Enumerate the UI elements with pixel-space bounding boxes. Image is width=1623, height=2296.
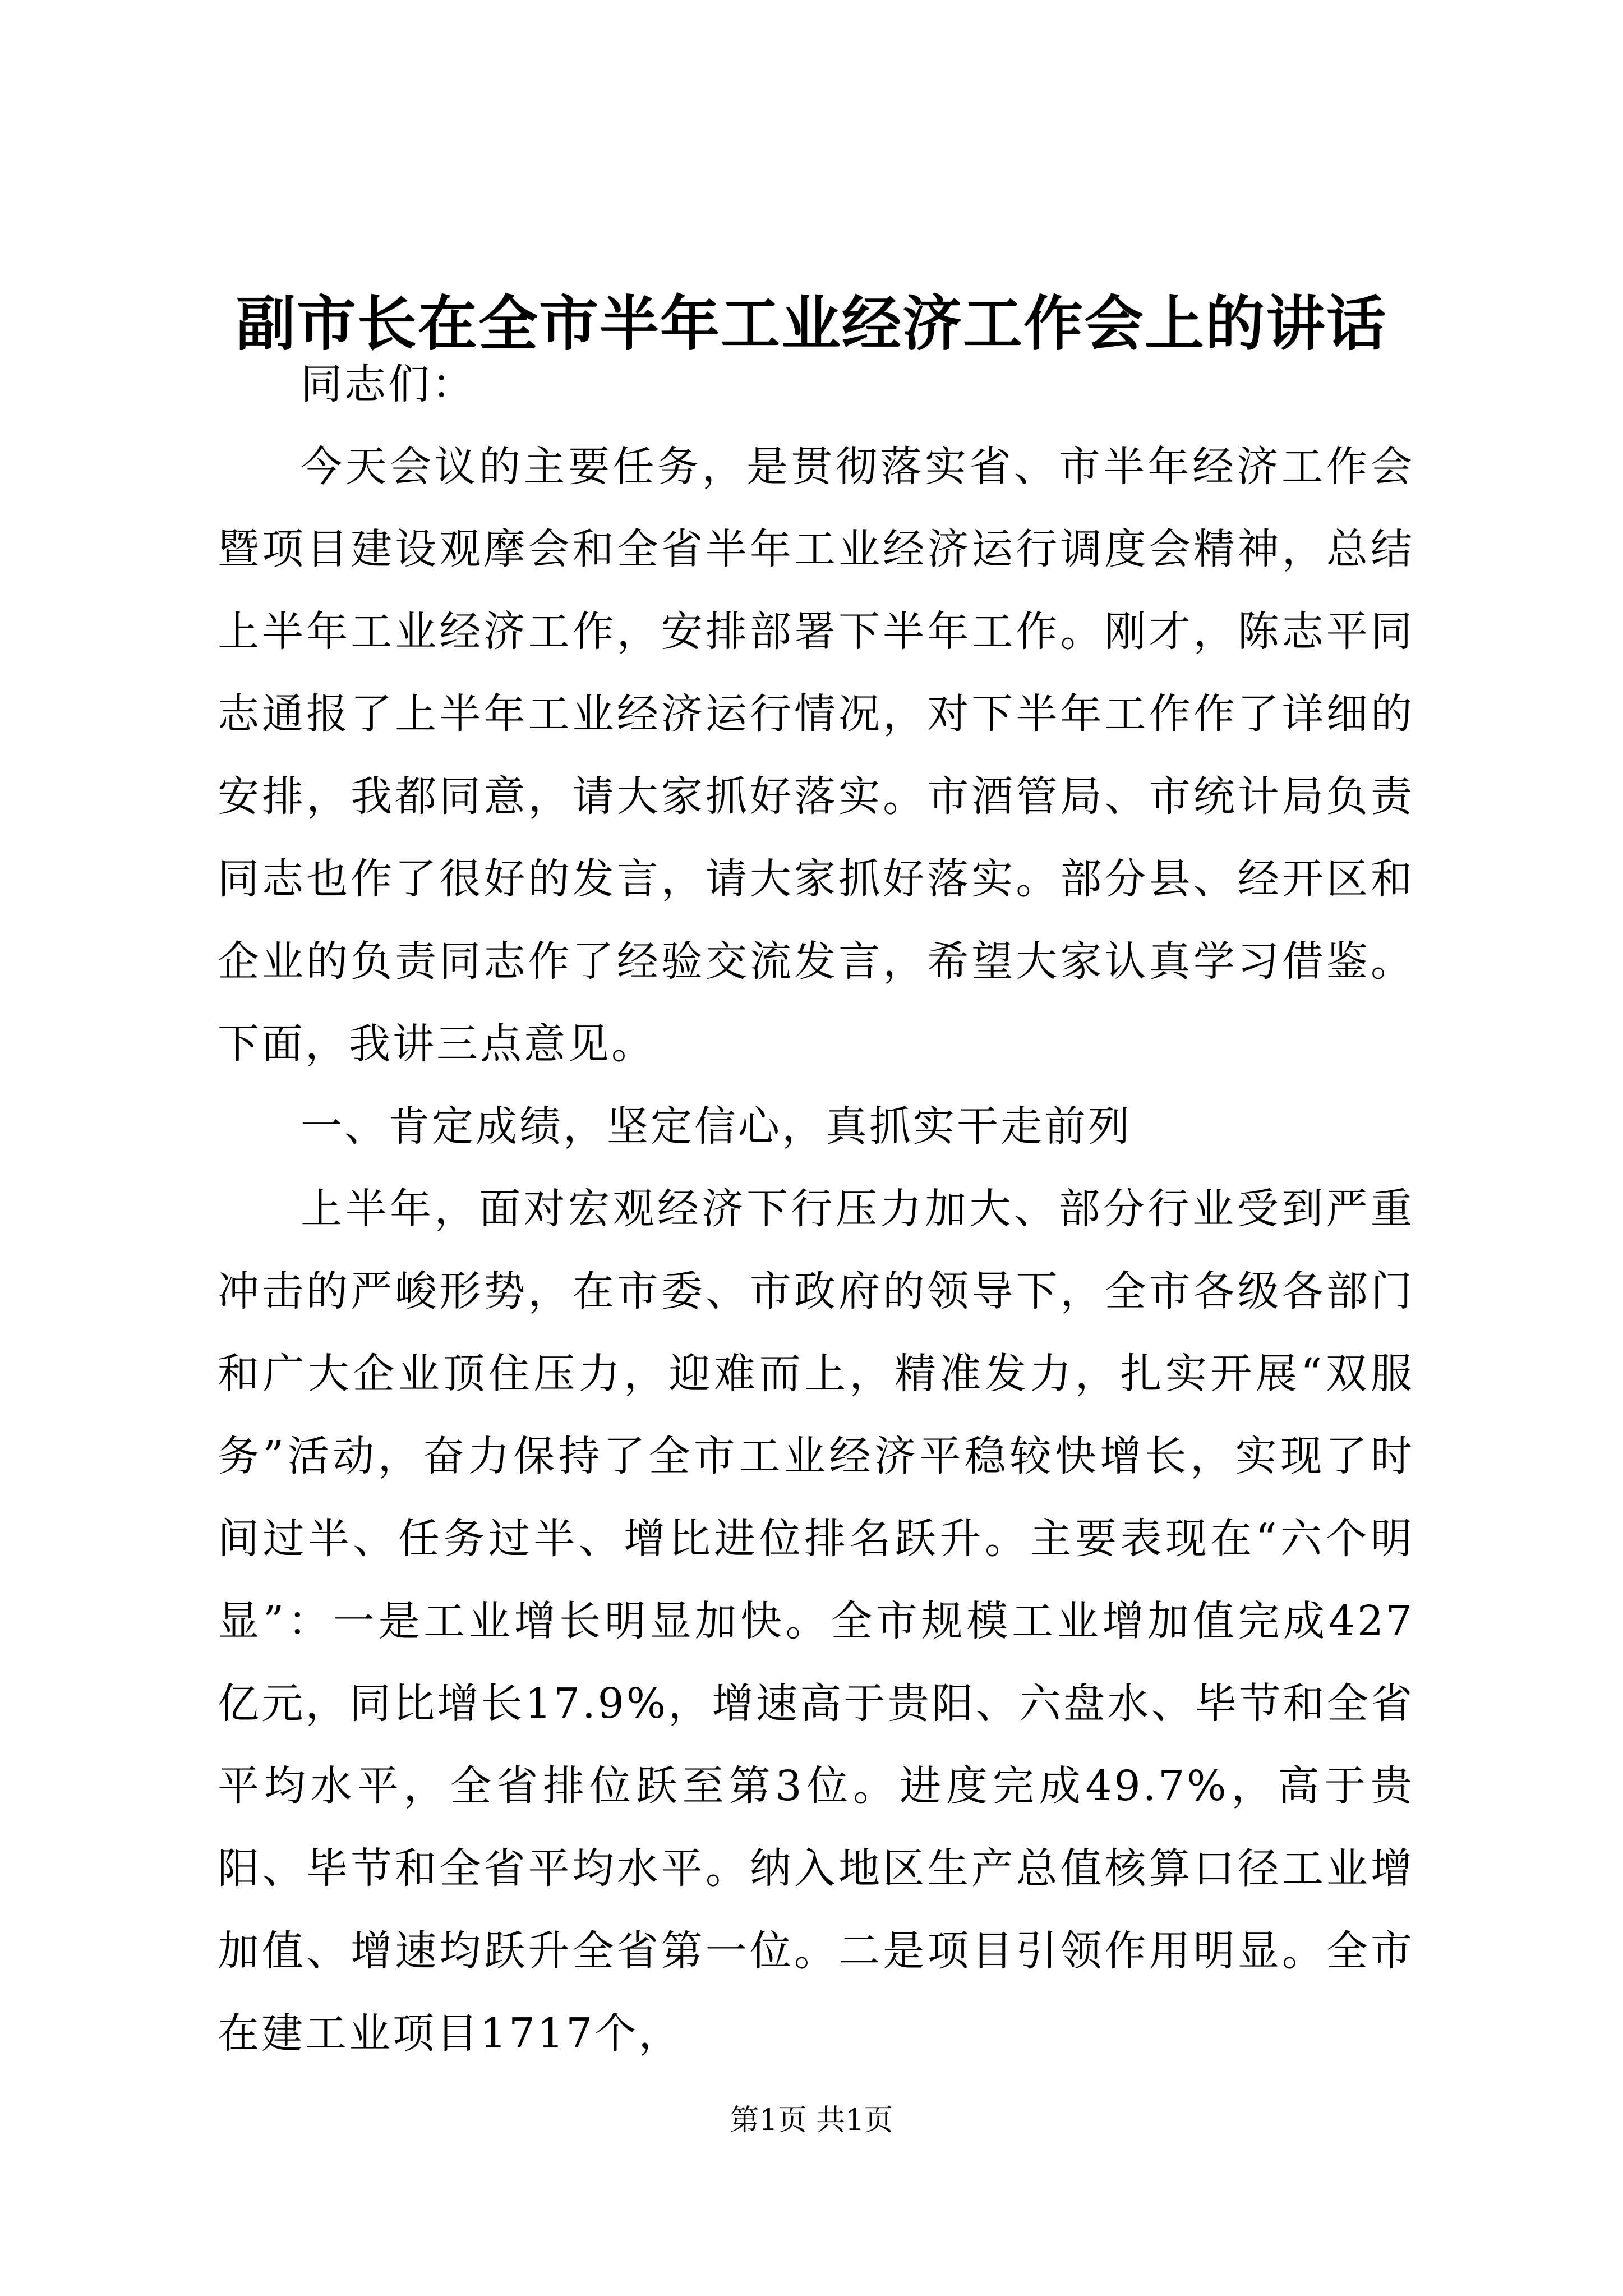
page-footer: 第1页 共1页 bbox=[730, 2104, 893, 2137]
section-heading: 一、肯定成绩，坚定信心，真抓实干走前列 bbox=[301, 1102, 1132, 1151]
intro-paragraph: 今天会议的主要任务，是贯彻落实省、市半年经济工作会暨项目建设观摩会和全省半年工业经济运行调度会精神，总结上半年工业经济工作，安排部署下半年工作。刚才，陈志平同志通报了上半年工业经济运行情况，对下半年工作作了详细的安排，我都同意，请大家抓好落实。市酒管局、市统计局负责同志也作了很好的发言，请大家抓好落实。部分县、经开区和企业的负责同志作了经验交流发言，希望大家认真学习借鉴。下面，我讲三点意见。 bbox=[218, 443, 1414, 1068]
document-body bbox=[218, 343, 1414, 2075]
document-title: 副市长在全市半年工业经济工作会上的讲话 bbox=[236, 288, 1387, 358]
achievements-paragraph: 上半年，面对宏观经济下行压力加大、部分行业受到严重冲击的严峻形势，在市委、市政府的领导下，全市各级各部门和广大企业顶住压力，迎难而上，精准发力，扎实开展“双服务”活动，奋力保持了全市工业经济平稳较快增长，实现了时间过半、任务过半、增比进位排名跃升。主要表现在“六个明显”：一是工业增长明显加快。全市规模工业增加值完成427亿元，同比增长17.9%，增速高于贵阳、六盘水、毕节和全省平均水平，全省排位跃至第3位。进度完成49.7%，高于贵阳、毕节和全省平均水平。纳入地区生产总值核算口径工业增加值、增速均跃升全省第一位。二是项目引领作用明显。全市在建工业项目1717个， bbox=[218, 1185, 1414, 2058]
salutation-paragraph: 同志们： bbox=[301, 360, 476, 408]
